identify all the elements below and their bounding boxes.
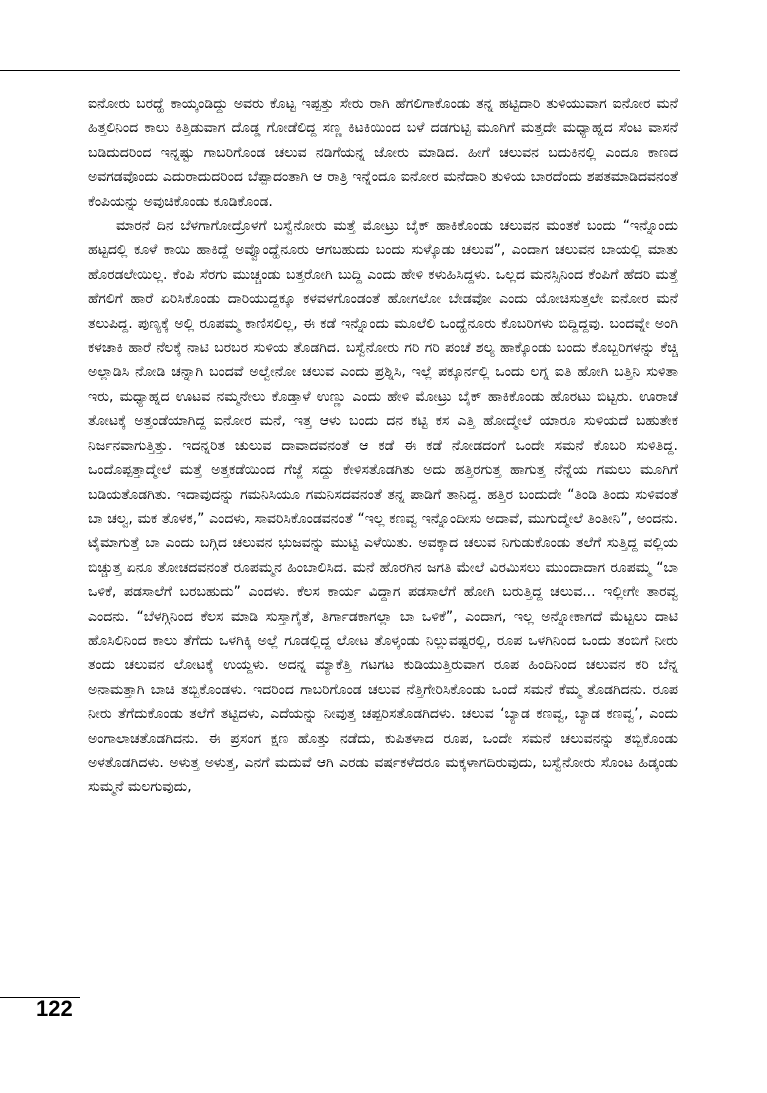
page-number: 122 (36, 996, 73, 1021)
paragraph-2: ಮಾರನೆ ದಿನ ಬೆಳಗಾಗೋದ್ರೊಳಗೆ ಬಸ್ವೆನೋರು ಮತ್ತೆ ಮೋಟ್ರು ಬೈಕ್ ಹಾಕಿಕೊಂಡು ಚಲುವನ ಮಂತಕೆ ಬಂದು “ಇನ್ನೊಂದು ಹಟ್ಟದಲ್ಲಿ ಕೂಳೆ ಕಾಯಿ ಹಾಕಿದ್ದೆ ಅವ್ವೊಂದ್ಹೆನೂರು ಆಗಬಹುದು ಬಂದು ಸುಳ್ಕೊಡು ಚಲುವ”, ಎಂದಾಗ ಚಲುವನ ಬಾಯಲ್ಲಿ ಮಾತು ಹೊರಡಲೇಯಿಲ್ಲ. ಕೆಂಪಿ ಸೆರಗು ಮುಚ್ಚಂಡು ಬತ್ತರೋಗಿ ಬುದ್ದಿ ಎಂದು ಹೇಳಿ ಕಳುಹಿಸಿದ್ದಳು. ಒಲ್ಲದ ಮನಸ್ಸಿನಿಂದ ಕೆಂಪಿಗೆ ಹೆದರಿ ಮತ್ತೆ ಹೆಗಲಿಗೆ ಹಾರೆ ಏರಿಸಿಕೊಂಡು ದಾರಿಯುದ್ದಕ್ಕೂ ಕಳವಳಗೊಂಡಂತೆ ಹೋಗಲೋ ಬೇಡವೋ ಎಂದು ಯೋಚಿಸುತ್ತಲೇ ಐನೋರ ಮನೆ ತಲುಪಿದ್ದ. ಪುಣ್ಯಕ್ಕೆ ಅಲ್ಲಿ ರೂಪಮ್ಮ ಕಾಣಿಸಲಿಲ್ಲ, ಈ ಕಡೆ ಇನ್ನೊಂದು ಮೂಲೆಲಿ ಒಂದ್ಹೆನೂರು ಕೊಬರಿಗಳು ಬಿದ್ದಿದ್ದವು. ಬಂದವ್ನೇ ಅಂಗಿ ಕಳಚಾಕಿ ಹಾರೆ ನೆಲಕ್ಕೆ ನಾಟಿ ಬರಬರ ಸುಳಿಯ ತೊಡಗಿದ. ಬಸ್ವೆನೋರು ಗರಿ ಗರಿ ಪಂಚೆ ಶಲ್ಯ ಹಾಕ್ಕೊಂಡು ಬಂದು ಕೊಬ್ಬರಿಗಳನ್ನು ಕೆಚ್ಚಿ ಅಲ್ಲಾಡಿಸಿ ನೋಡಿ ಚನ್ನಾಗಿ ಬಂದವೆ ಅಲ್ವೇನೋ ಚಲುವ ಎಂದು ಪ್ರಶ್ನಿಸಿ, ಇಲ್ಲೆ ಪಕ್ಕೂರ್ನಲ್ಲಿ ಒಂದು ಲಗ್ನ ಐತಿ ಹೋಗಿ ಬತ್ತಿನಿ ಸುಳಿತಾ ಇರು, ಮಧ್ಯಾಹ್ನದ ಊಟವ ನಮ್ಮನೇಲು ಕೊಡ್ತಾಳೆ ಉಣ್ಣು ಎಂದು ಹೇಳಿ ಮೋಟ್ರು ಬೈಕ್ ಹಾಕಿಕೊಂಡು ಹೊರಟು ಬಿಟ್ಟರು. ಊರಾಚೆ ತೋಟಕ್ಕೆ ಅತ್ತಂಡೆಯಾಗಿದ್ದ ಐನೋರ ಮನೆ, ಇತ್ತ ಆಳು ಬಂದು ದನ ಕಟ್ಟಿ ಕಸ ಎತ್ತಿ ಹೋದ್ಮೇಲೆ ಯಾರೂ ಸುಳಿಯದೆ ಬಹುತೇಕ ನಿರ್ಜನವಾಗುತ್ತಿತ್ತು. ಇದನ್ನರಿತ ಚುಲುವ ದಾವಾದವನಂತೆ ಆ ಕಡೆ ಈ ಕಡೆ ನೋಡದಂಗೆ ಒಂದೇ ಸಮನೆ ಕೊಬರಿ ಸುಳಿತಿದ್ದ. ಒಂದೊಪ್ಪತ್ತಾದ್ಮೇಲೆ ಮತ್ತೆ ಅತ್ತಕಡೆಯಿಂದ ಗೆಜ್ಜೆ ಸದ್ದು ಕೇಳಿಸತೊಡಗಿತು ಅದು ಹತ್ತಿರಗುತ್ತ ಹಾಗುತ್ತ ನೆನ್ನೆಯ ಗಮಲು ಮೂಗಿಗೆ ಬಡಿಯತೊಡಗಿತು. ಇದಾವುದನ್ನು ಗಮನಿಸಿಯೂ ಗಮನಿಸದವನಂತೆ ತನ್ನ ಪಾಡಿಗೆ ತಾನಿದ್ದ. ಹತ್ತಿರ ಬಂದುದೇ “ತಿಂಡಿ ತಿಂದು ಸುಳಿವಂತೆ ಬಾ ಚಲ್ವ, ಮಕ ತೊಳಕ,” ಎಂದಳು, ಸಾವರಿಸಿಕೊಂಡವನಂತೆ “ಇಲ್ಲ ಕಣವ್ವ ಇನ್ನೊಂದೀಸು ಅದಾವೆ, ಮುಗುದ್ಮೇಲೆ ತಿಂತೀನಿ”, ಅಂದನು. ಟೈಮಾಗುತ್ತೆ ಬಾ ಎಂದು ಬಗ್ಗಿದ ಚಲುವನ ಭುಜವನ್ನು ಮುಟ್ಟಿ ಎಳೆಯಿತು. ಅವಕ್ಕಾದ ಚಲುವ ನಿಗುಡುಕೊಂಡು ತಲೆಗೆ ಸುತ್ತಿದ್ದ ವಲ್ಲಿಯ ಬಿಚ್ಚುತ್ತ ಏನೂ ತೋಚದವನಂತೆ ರೂಪಮ್ಮನ ಹಿಂಬಾಲಿಸಿದ. ಮನೆ ಹೊರಗಿನ ಜಗತಿ ಮೇಲೆ ವಿರಮಿಸಲು ಮುಂದಾದಾಗ ರೂಪಮ್ಮ “ಬಾ ಒಳಿಕೆ, ಪಡಸಾಲೆಗೆ ಬರಬಹುದು” ಎಂದಳು. ಕೆಲಸ ಕಾರ್ಯ ವಿದ್ದಾಗ ಪಡಸಾಲೆಗೆ ಹೋಗಿ ಬರುತ್ತಿದ್ದ ಚಲುವ... ಇಲ್ಲೀಗೇ ತಾರವ್ವ ಎಂದನು. “ಬೆಳಗ್ಗಿನಿಂದ ಕೆಲಸ ಮಾಡಿ ಸುಸ್ತಾಗೈತೆ, ತಿರ್ಗಾಡಕಾಗಲ್ಲಾ ಬಾ ಒಳಿಕೆ”, ಎಂದಾಗ, ಇಲ್ಲ ಅನ್ನೋಕಾಗದೆ ಮೆಟ್ಟಲು ದಾಟಿ ಹೊಸಿಲಿನಿಂದ ಕಾಲು ತೆಗೆದು ಒಳಗಿಕ್ಕಿ ಅಲ್ಲೆ ಗೂಡಲ್ಲಿದ್ದ ಲೋಟ ತೊಳ್ಕಂಡು ನಿಲ್ಲುವಷ್ಟರಲ್ಲಿ, ರೂಪ ಒಳಗಿನಿಂದ ಒಂದು ತಂಬಿಗೆ ನೀರು ತಂದು ಚಲುವನ ಲೋಟಕ್ಕೆ ಉಯ್ದಳು. ಅದನ್ನ ಮ್ಯಾಕೆತ್ತಿ ಗಟಗಟ ಕುಡಿಯುತ್ತಿರುವಾಗ ರೂಪ ಹಿಂದಿನಿಂದ ಚಲುವನ ಕರಿ ಬೆನ್ನ ಅನಾಮತ್ತಾಗಿ ಬಾಚಿ ತಬ್ಬಿಕೊಂಡಳು. ಇದರಿಂದ ಗಾಬರಿಗೊಂಡ ಚಲುವ ನೆತ್ತಿಗೇರಿಸಿಕೊಂಡು ಒಂದೆ ಸಮನೆ ಕೆಮ್ಮ ತೊಡಗಿದನು. ರೂಪ ನೀರು ತೆಗೆದುಕೊಂಡು ತಲೆಗೆ ತಟ್ಟಿದಳು, ಎದೆಯನ್ನು ನೀವುತ್ತ ಚಪ್ಪರಿಸತೊಡಗಿದಳು. ಚಲುವ ‘ಬ್ಯಾಡ ಕಣವ್ವ, ಬ್ಯಾಡ ಕಣವ್ವ’, ಎಂದು ಅಂಗಾಲಾಚತೊಡಗಿದನು. ಈ ಪ್ರಸಂಗ ಕ್ಷಣ ಹೊತ್ತು ನಡೆದು, ಕುಪಿತಳಾದ ರೂಪ, ಒಂದೇ ಸಮನೆ ಚಲುವನನ್ನು ತಬ್ಬಿಕೊಂಡು ಅಳತೊಡಗಿದಳು. ಅಳುತ್ತ ಅಳುತ್ತ, ಎನಗೆ ಮದುವೆ ಆಗಿ ಎರಡು ವರ್ಷಕಳೆದರೂ ಮಕ್ಕಳಾಗದಿರುವುದು, ಬಸ್ವೆನೋರು ಸೊಂಟ ಹಿಡ್ಕಂಡು ಸುಮ್ಮನೆ ಮಲಗುವುದು, (88, 218, 678, 796)
body-text (88, 92, 678, 800)
header-rule (0, 70, 680, 71)
paragraph-1: ಐನೋರು ಬರದ್ಹೆ ಕಾಯ್ಕಂಡಿದ್ದು ಅವರು ಕೊಟ್ಟ ಇಪ್ಪತ್ತು ಸೇರು ರಾಗಿ ಹೆಗಲಿಗಾಕೊಂಡು ತನ್ನ ಹಟ್ಟಿದಾರಿ ತುಳಿಯುವಾಗ ಐನೋರ ಮನೆ ಹಿತ್ತಲಿನಿಂದ ಕಾಲು ಕಿತ್ತಿಡುವಾಗ ದೊಡ್ಡ ಗೋಡೆಲಿದ್ದ ಸಣ್ಣ ಕಿಟಕಿಯಿಂದ ಬಳೆ ದಡಗುಟ್ಟಿ ಮೂಗಿಗೆ ಮತ್ತದೇ ಮಧ್ಯಾಹ್ನದ ಸೆಂಟ ವಾಸನೆ ಬಡಿದುದರಿಂದ ಇನ್ನಷ್ಟು ಗಾಬರಿಗೊಂಡ ಚಲುವ ನಡಿಗೆಯನ್ನ ಜೋರು ಮಾಡಿದ. ಹೀಗೆ ಚಲುವನ ಬದುಕಿನಲ್ಲಿ ಎಂದೂ ಕಾಣದ ಅವಗಡವೊಂದು ಎದುರಾದುದರಿಂದ ಬೆಪ್ಪಾದಂತಾಗಿ ಆ ರಾತ್ರಿ ಇನ್ನೆಂದೂ ಐನೋರ ಮನೆದಾರಿ ತುಳಿಯ ಬಾರದೆಂದು ಶಪತಮಾಡಿದವನಂತೆ ಕೆಂಪಿಯನ್ನು ಅವುಚಿಕೊಂಡು ಕೂಡಿಕೊಂಡ. (88, 96, 678, 210)
